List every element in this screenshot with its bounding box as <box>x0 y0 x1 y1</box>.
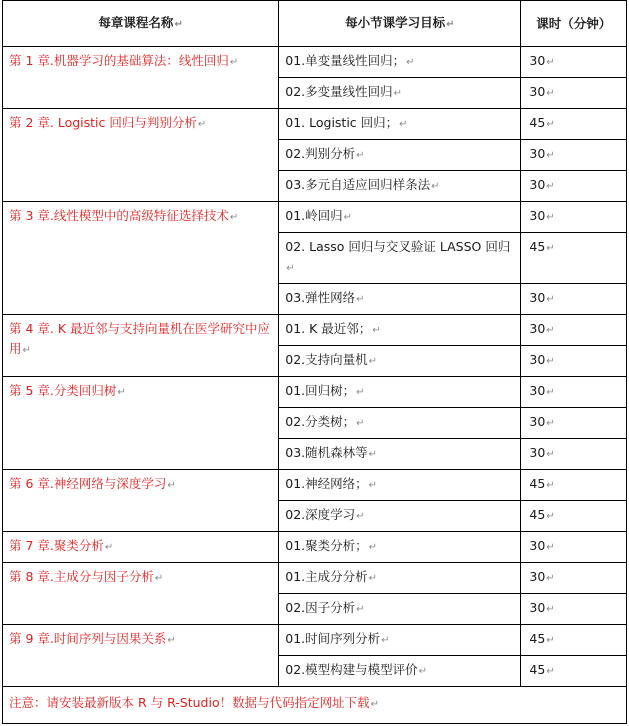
section-goal-cell <box>279 202 521 233</box>
section-minutes-cell <box>521 625 627 656</box>
table-row <box>3 109 627 140</box>
section-minutes: 45 <box>529 239 546 254</box>
section-goal: 02.因子分析 <box>285 600 356 615</box>
table-row <box>3 470 627 501</box>
paragraph-mark-icon: ↵ <box>546 181 555 192</box>
paragraph-mark-icon: ↵ <box>356 604 365 615</box>
paragraph-mark-icon: ↵ <box>356 418 365 429</box>
chapter-title-cell <box>3 202 279 315</box>
paragraph-mark-icon: ↵ <box>546 243 555 254</box>
section-goal-cell <box>279 47 521 78</box>
section-minutes-cell <box>521 171 627 202</box>
paragraph-mark-icon: ↵ <box>356 511 365 522</box>
paragraph-mark-icon: ↵ <box>22 345 31 356</box>
paragraph-mark-icon: ↵ <box>356 294 365 305</box>
paragraph-mark-icon: ↵ <box>368 542 378 553</box>
paragraph-mark-icon: ↵ <box>546 88 555 99</box>
section-goal-cell <box>279 233 521 284</box>
section-goal-cell <box>279 594 521 625</box>
paragraph-mark-icon: ↵ <box>368 573 378 584</box>
section-goal: 01.岭回归 <box>285 208 343 223</box>
section-goal-cell <box>279 78 521 109</box>
section-goal: 01. Logistic 回归； <box>285 115 399 130</box>
chapter-title-cell <box>3 315 279 377</box>
paragraph-mark-icon: ↵ <box>372 325 381 336</box>
note-row <box>3 687 627 724</box>
section-minutes: 30 <box>529 383 546 398</box>
section-goal: 03.多元自适应回归样条法 <box>285 177 431 192</box>
install-note-text: 注意：请安装最新版本 R 与 R-Studio！数据与代码指定网址下载 <box>9 695 370 710</box>
chapter-title-cell <box>3 109 279 202</box>
header-minutes-text: 课时（分钟） <box>536 15 612 31</box>
paragraph-mark-icon: ↵ <box>546 387 555 398</box>
section-goal-cell <box>279 439 521 470</box>
section-minutes: 45 <box>529 662 546 677</box>
table-row <box>3 377 627 408</box>
section-goal: 02.多变量线性回归 <box>285 84 393 99</box>
section-goal-cell <box>279 171 521 202</box>
header-row <box>3 1 627 47</box>
paragraph-mark-icon: ↵ <box>154 573 164 584</box>
paragraph-mark-icon: ↵ <box>546 294 555 305</box>
table-row <box>3 563 627 594</box>
paragraph-mark-icon: ↵ <box>546 418 555 429</box>
section-goal: 01.主成分分析 <box>285 569 368 584</box>
chapter-title: 第 2 章. Logistic 回归与判别分析 <box>9 115 197 130</box>
section-goal: 03.弹性网络 <box>285 290 356 305</box>
paragraph-mark-icon: ↵ <box>229 57 239 68</box>
section-minutes-cell <box>521 78 627 109</box>
paragraph-mark-icon: ↵ <box>356 150 365 161</box>
section-goal: 01.回归树； <box>285 383 356 398</box>
chapter-title-cell <box>3 625 279 687</box>
section-minutes-cell <box>521 532 627 563</box>
header-chapter-name-text: 每章课程名称 <box>98 14 174 30</box>
table-footer <box>3 687 627 724</box>
section-minutes-cell <box>521 47 627 78</box>
section-goal-cell <box>279 470 521 501</box>
section-minutes-cell <box>521 377 627 408</box>
chapter-title: 第 4 章. K 最近邻与支持向量机在医学研究中应用 <box>9 321 271 356</box>
paragraph-mark-icon: ↵ <box>368 449 378 460</box>
paragraph-mark-icon: ↵ <box>393 88 403 99</box>
paragraph-mark-icon: ↵ <box>546 573 555 584</box>
section-goal: 01.聚类分析； <box>285 538 368 553</box>
section-minutes: 30 <box>529 177 546 192</box>
paragraph-mark-icon: ↵ <box>370 699 379 710</box>
section-goal-cell <box>279 346 521 377</box>
section-goal-cell <box>279 563 521 594</box>
chapter-title-cell <box>3 470 279 532</box>
section-goal: 01. K 最近邻； <box>285 321 372 336</box>
paragraph-mark-icon: ↵ <box>546 542 555 553</box>
paragraph-mark-icon: ↵ <box>167 635 176 646</box>
paragraph-mark-icon: ↵ <box>197 119 207 130</box>
paragraph-mark-icon: ↵ <box>546 604 555 615</box>
paragraph-mark-icon: ↵ <box>174 18 183 30</box>
section-goal: 02.模型构建与模型评价 <box>285 662 418 677</box>
paragraph-mark-icon: ↵ <box>117 387 126 398</box>
paragraph-mark-icon: ↵ <box>446 18 455 30</box>
chapter-title: 第 3 章.线性模型中的高级特征选择技术 <box>9 208 229 223</box>
paragraph-mark-icon: ↵ <box>406 57 415 68</box>
table-row <box>3 532 627 563</box>
section-goal-cell <box>279 109 521 140</box>
paragraph-mark-icon: ↵ <box>381 635 390 646</box>
paragraph-mark-icon: ↵ <box>286 263 295 274</box>
section-minutes: 30 <box>529 290 546 305</box>
section-goal: 02. Lasso 回归与交叉验证 LASSO 回归 <box>285 239 511 254</box>
chapter-title: 第 1 章.机器学习的基础算法：线性回归 <box>9 53 229 68</box>
paragraph-mark-icon: ↵ <box>546 150 555 161</box>
paragraph-mark-icon: ↵ <box>546 666 555 677</box>
paragraph-mark-icon: ↵ <box>167 480 176 491</box>
section-minutes-cell <box>521 315 627 346</box>
paragraph-mark-icon: ↵ <box>368 480 378 491</box>
section-goal-cell <box>279 501 521 532</box>
section-minutes-cell <box>521 284 627 315</box>
paragraph-mark-icon: ↵ <box>546 480 555 491</box>
paragraph-mark-icon: ↵ <box>546 511 555 522</box>
chapter-title-cell <box>3 47 279 109</box>
section-goal: 01.神经网络； <box>285 476 368 491</box>
section-goal-cell <box>279 656 521 687</box>
install-note <box>3 687 627 724</box>
section-minutes: 30 <box>529 84 546 99</box>
chapter-title: 第 8 章.主成分与因子分析 <box>9 569 154 584</box>
chapter-title-cell <box>3 563 279 625</box>
section-goal: 02.分类树； <box>285 414 356 429</box>
section-minutes: 30 <box>529 600 546 615</box>
section-minutes-cell <box>521 140 627 171</box>
section-minutes-cell <box>521 656 627 687</box>
table-row <box>3 625 627 656</box>
header-section-goal <box>279 1 521 47</box>
section-minutes: 30 <box>529 414 546 429</box>
section-goal: 01.单变量线性回归； <box>285 53 406 68</box>
paragraph-mark-icon: ↵ <box>104 542 114 553</box>
section-minutes: 45 <box>529 476 546 491</box>
section-minutes-cell <box>521 594 627 625</box>
chapter-title: 第 5 章.分类回归树 <box>9 383 117 398</box>
paragraph-mark-icon: ↵ <box>368 356 378 367</box>
section-minutes: 30 <box>529 538 546 553</box>
section-minutes: 45 <box>529 507 546 522</box>
section-goal-cell <box>279 625 521 656</box>
section-minutes: 30 <box>529 53 546 68</box>
section-goal: 02.判别分析 <box>285 146 356 161</box>
section-minutes-cell <box>521 408 627 439</box>
header-chapter-name <box>3 1 279 47</box>
chapter-title: 第 6 章.神经网络与深度学习 <box>9 476 167 491</box>
paragraph-mark-icon: ↵ <box>431 181 440 192</box>
paragraph-mark-icon: ↵ <box>418 666 428 677</box>
paragraph-mark-icon: ↵ <box>546 119 555 130</box>
paragraph-mark-icon: ↵ <box>546 57 555 68</box>
section-goal: 02.深度学习 <box>285 507 356 522</box>
paragraph-mark-icon: ↵ <box>546 212 555 223</box>
section-minutes: 30 <box>529 208 546 223</box>
paragraph-mark-icon: ↵ <box>356 387 365 398</box>
chapter-title: 第 9 章.时间序列与因果关系 <box>9 631 167 646</box>
table-body <box>3 47 627 687</box>
section-minutes-cell <box>521 470 627 501</box>
section-minutes: 30 <box>529 321 546 336</box>
section-goal-cell <box>279 408 521 439</box>
section-goal-cell <box>279 532 521 563</box>
course-schedule-table <box>2 0 627 724</box>
header-section-goal-text: 每小节课学习目标 <box>345 14 446 30</box>
chapter-title-cell <box>3 532 279 563</box>
section-minutes: 30 <box>529 146 546 161</box>
section-minutes-cell <box>521 501 627 532</box>
section-goal: 01.时间序列分析 <box>285 631 381 646</box>
section-goal-cell <box>279 140 521 171</box>
section-minutes-cell <box>521 563 627 594</box>
header-minutes <box>521 1 627 47</box>
section-minutes-cell <box>521 202 627 233</box>
chapter-title-cell <box>3 377 279 470</box>
table-row <box>3 315 627 346</box>
paragraph-mark-icon: ↵ <box>546 325 555 336</box>
section-minutes: 30 <box>529 352 546 367</box>
paragraph-mark-icon: ↵ <box>546 635 555 646</box>
section-minutes: 30 <box>529 569 546 584</box>
paragraph-mark-icon: ↵ <box>229 212 239 223</box>
section-goal: 02.支持向量机 <box>285 352 368 367</box>
section-goal-cell <box>279 315 521 346</box>
section-goal-cell <box>279 284 521 315</box>
section-minutes: 30 <box>529 445 546 460</box>
section-minutes-cell <box>521 346 627 377</box>
section-minutes-cell <box>521 439 627 470</box>
section-minutes: 45 <box>529 115 546 130</box>
table-row <box>3 202 627 233</box>
section-goal-cell <box>279 377 521 408</box>
section-minutes-cell <box>521 109 627 140</box>
paragraph-mark-icon: ↵ <box>399 119 408 130</box>
table-header <box>3 1 627 47</box>
paragraph-mark-icon: ↵ <box>343 212 353 223</box>
paragraph-mark-icon: ↵ <box>546 449 555 460</box>
section-goal: 03.随机森林等 <box>285 445 368 460</box>
table-row <box>3 47 627 78</box>
paragraph-mark-icon: ↵ <box>546 356 555 367</box>
chapter-title: 第 7 章.聚类分析 <box>9 538 104 553</box>
section-minutes-cell <box>521 233 627 284</box>
section-minutes: 45 <box>529 631 546 646</box>
